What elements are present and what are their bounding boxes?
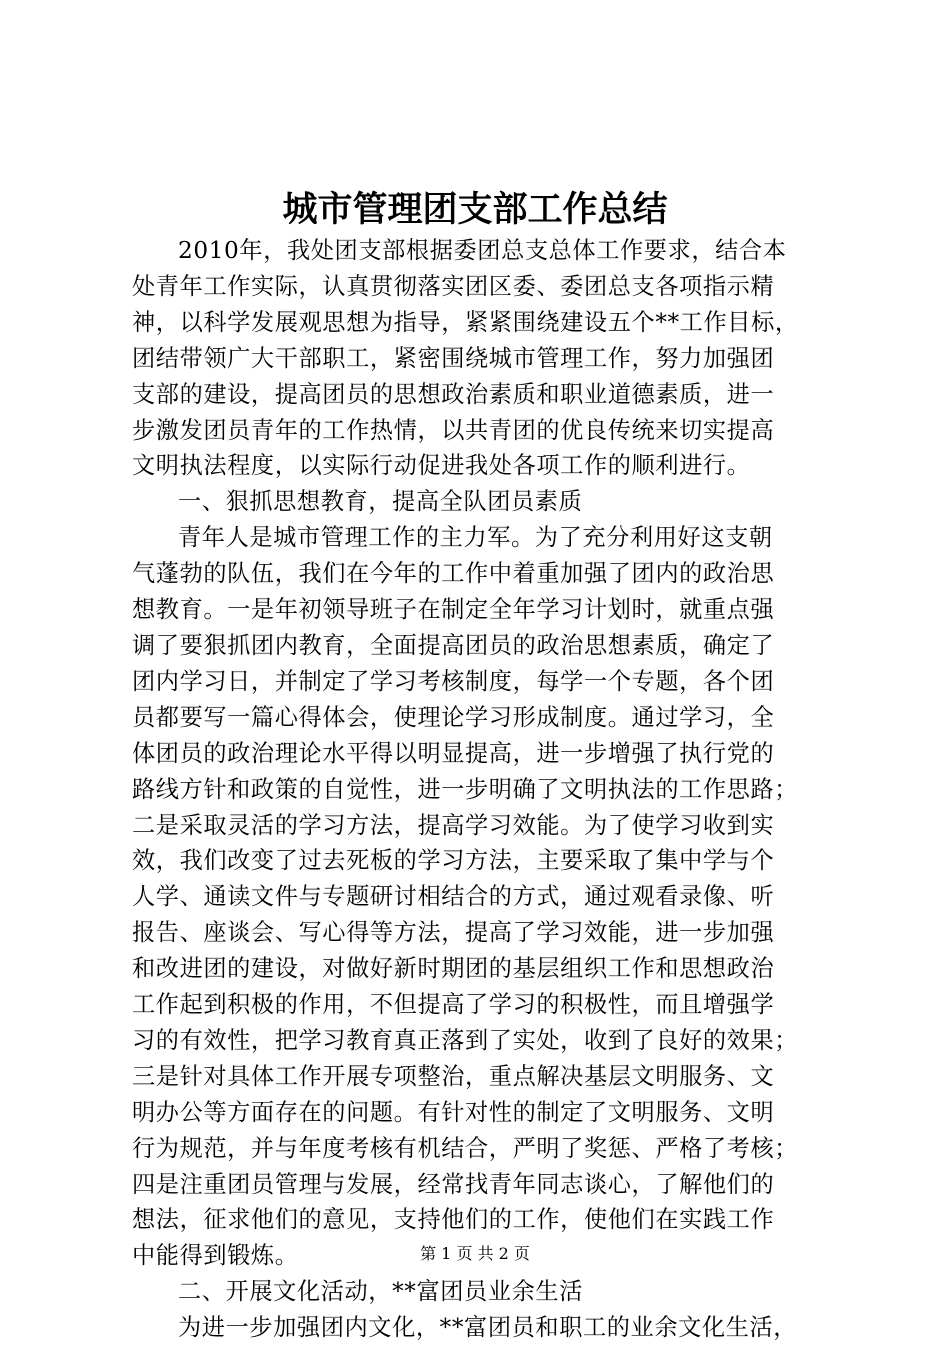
paragraph-intro: 2010年，我处团支部根据委团总支总体工作要求，结合本 处青年工作实际，认真贯彻落实团区委、委团总支各项指示精 神，以科学发展观思想为指导，紧紧围绕建设五个**工作目标， 团结带领广大干部职工，紧密围绕城市管理工作，努力加强团 支部的建设，提高团员的思想政治素质和职业道德素质，进一 步激发团员青年的工作热情，以共青团的优良传统来切实提高 文明执法程度，以实际行动促进我处各项工作的顺利进行。 bbox=[132, 237, 799, 480]
section-heading-1: 一、狠抓思想教育，提高全队团员素质 bbox=[178, 488, 583, 516]
paragraph-section-1: 青年人是城市管理工作的主力军。为了充分利用好这支朝 气蓬勃的队伍，我们在今年的工作中着重加强了团内的政治思 想教育。一是年初领导班子在制定全年学习计划时，就重点强 调了要狠抓团内教育，全面提高团员的政治思想素质，确定了 团内学习日，并制定了学习考核制度，每学一个专题，各个团 员都要写一篇心得体会，使理论学习形成制度。通过学习，全 体团员的政治理论水平得以明显提高，进一步增强了执行党的 路线方针和政策的自觉性，进一步明确了文明执法的工作思路； 二是采取灵活的学习方法，提高学习效能。为了使学习收到实 效，我们改变了过去死板的学习方法，主要采取了集中学与个 人学、通读文件与专题研讨相结合的方式，通过观看录像、听 报告、座谈会、写心得等方法，提高了学习效能，进一步加强 和改进团的建设，对做好新时期团的基层组织工作和思想政治 工作起到积极的作用，不但提高了学习的积极性，而且增强学 习的有效性，把学习教育真正落到了实处，收到了良好的效果； 三是针对具体工作开展专项整治，重点解决基层文明服务、文 明办公等方面存在的问题。有针对性的制定了文明服务、文明 行为规范，并与年度考核有机结合，严明了奖惩、严格了考核； 四是注重团员管理与发展，经常找青年同志谈心，了解他们的 想法，征求他们的意见，支持他们的工作，使他们在实践工作 中能得到锻炼。 bbox=[132, 524, 799, 1270]
document-body bbox=[132, 233, 844, 1346]
section-heading-2: 二、开展文化活动，**富团员业余生活 bbox=[178, 1278, 583, 1306]
paragraph-section-2: 为进一步加强团内文化，**富团员和职工的业余文化生活， bbox=[178, 1314, 798, 1342]
page-number-footer: 第 1 页 共 2 页 bbox=[420, 1244, 530, 1263]
document-title: 城市管理团支部工作总结 bbox=[282, 189, 668, 230]
